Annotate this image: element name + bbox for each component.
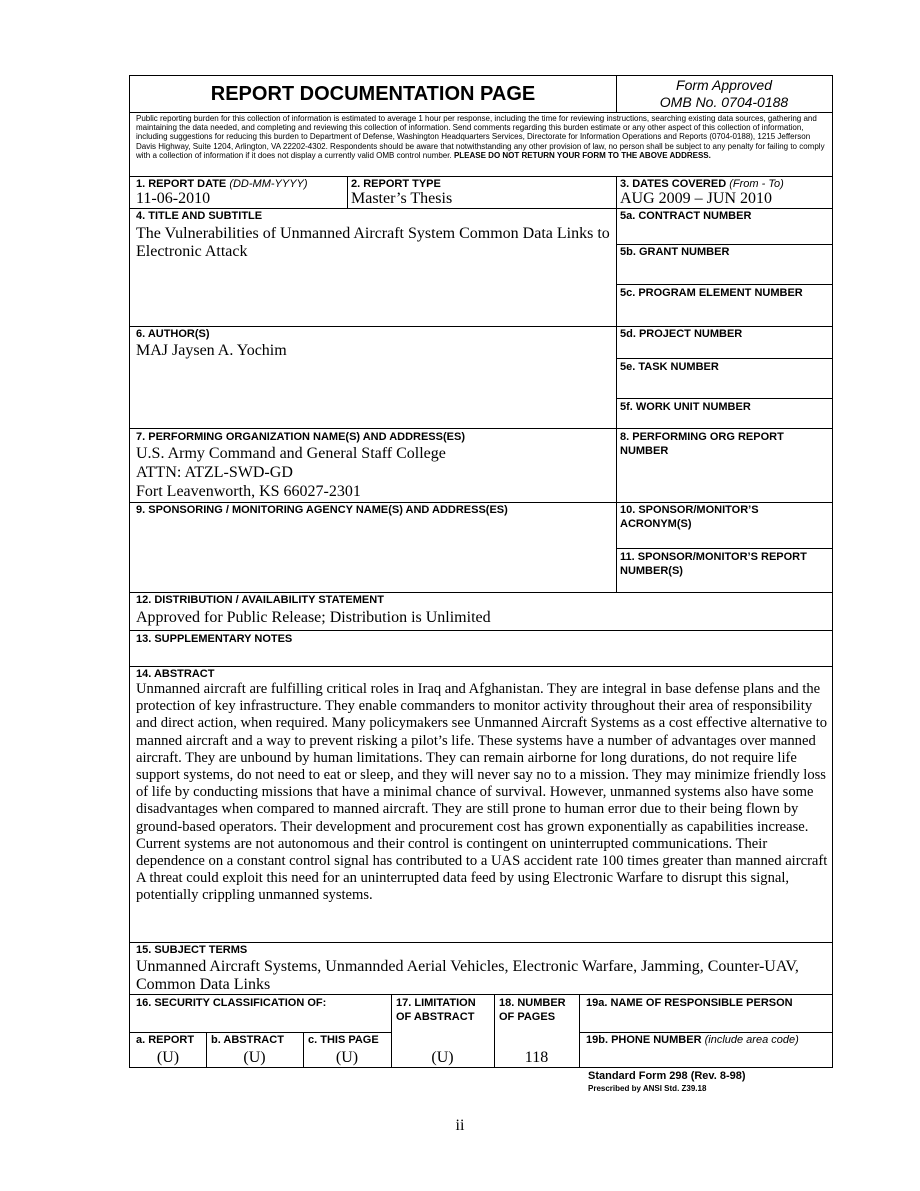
performing-org-line: Fort Leavenworth, KS 66027-2301 <box>136 483 361 500</box>
report-date-value: 11-06-2010 <box>136 190 211 207</box>
rule <box>130 428 832 429</box>
distribution-value: Approved for Public Release; Distribution is Unlimited <box>136 609 491 626</box>
form-approved-text: Form Approved <box>676 77 772 93</box>
supplementary-notes-label: 13. SUPPLEMENTARY NOTES <box>136 633 293 645</box>
rule <box>130 112 832 113</box>
page-classification-label: c. THIS PAGE <box>308 1034 379 1046</box>
limitation-label: 17. LIMITATION OF ABSTRACT <box>396 997 476 1023</box>
abstract-classification-value: (U) <box>243 1049 266 1066</box>
report-type-value: Master’s Thesis <box>351 190 453 207</box>
report-classification-value: (U) <box>156 1049 180 1066</box>
page-number: ii <box>455 1117 465 1134</box>
work-unit-label: 5f. WORK UNIT NUMBER <box>620 401 751 413</box>
rule <box>579 994 580 1068</box>
rule <box>616 358 832 359</box>
burden-statement <box>136 114 828 160</box>
rule <box>130 630 832 631</box>
sponsor-report-label: 11. SPONSOR/MONITOR’S REPORT NUMBER(S) <box>620 551 807 577</box>
performing-org-label: 7. PERFORMING ORGANIZATION NAME(S) AND ADDRESS(ES) <box>136 431 465 443</box>
subject-terms-value: Unmanned Aircraft Systems, Unmannded Aerial Vehicles, Electronic Warfare, Jamming, Counter-UAV, Common Data Links <box>136 958 799 993</box>
phone-number-hint: (include area code) <box>704 1034 799 1046</box>
abstract-classification-label: b. ABSTRACT <box>211 1034 284 1046</box>
sponsor-acronym-label: 10. SPONSOR/MONITOR’S ACRONYM(S) <box>620 504 759 530</box>
page-title: REPORT DOCUMENTATION PAGE <box>210 83 536 105</box>
report-type-label: 2. REPORT TYPE <box>351 178 441 190</box>
report-date-label: 1. REPORT DATE (DD-MM-YYYY) <box>136 178 308 190</box>
page-classification-value: (U) <box>335 1049 359 1066</box>
performing-org-line: ATTN: ATZL-SWD-GD <box>136 464 293 481</box>
security-classification-label: 16. SECURITY CLASSIFICATION OF: <box>136 997 327 1009</box>
rule <box>616 176 617 592</box>
prescribed-by-label: Prescribed by ANSI Std. Z39.18 <box>588 1084 707 1093</box>
report-date-hint: (DD-MM-YYYY) <box>229 178 308 190</box>
number-of-pages-label: 18. NUMBER OF PAGES <box>499 997 566 1023</box>
standard-form-label: Standard Form 298 (Rev. 8-98) <box>588 1070 746 1082</box>
rule <box>130 666 832 667</box>
grant-number-label: 5b. GRANT NUMBER <box>620 246 730 258</box>
rule <box>616 398 832 399</box>
program-element-label: 5c. PROGRAM ELEMENT NUMBER <box>620 287 803 299</box>
report-documentation-form <box>129 75 833 1068</box>
dates-covered-value: AUG 2009 – JUN 2010 <box>620 190 772 207</box>
title-label: 4. TITLE AND SUBTITLE <box>136 210 263 222</box>
rule <box>347 176 348 208</box>
limitation-value: (U) <box>431 1049 454 1066</box>
author-value: MAJ Jaysen A. Yochim <box>136 342 287 359</box>
performing-report-label: 8. PERFORMING ORG REPORT NUMBER <box>620 431 784 457</box>
project-number-label: 5d. PROJECT NUMBER <box>620 328 743 340</box>
burden-text: Public reporting burden for this collection of information is estimated to average 1 hour per response, including the time for reviewing instructions, searching existing data sources, gathering and maintaining the data needed, and completing and reviewing this collection of information. Send comments regarding this burden estimate or any other aspect of this collection of information, including suggestions for reducing this burden to Department of Defense, Washington Headquarters Services, Directorate for Information Operations and Reports (0704-0188), 1215 Jefferson Davis Highway, Suite 1204, Arlington, VA 22202-4302. Respondents should be aware that notwithstanding any other provision of law, no person shall be subject to any penalty for failing to comply with a collection of information if it does not display a currently valid OMB control number. <box>136 114 825 160</box>
number-of-pages-value: 118 <box>524 1049 549 1066</box>
contract-number-label: 5a. CONTRACT NUMBER <box>620 210 752 222</box>
performing-org-line: U.S. Army Command and General Staff College <box>136 445 446 462</box>
abstract-label: 14. ABSTRACT <box>136 668 215 680</box>
rule <box>616 284 832 285</box>
report-classification-label: a. REPORT <box>136 1034 195 1046</box>
rule <box>616 548 832 549</box>
responsible-person-label: 19a. NAME OF RESPONSIBLE PERSON <box>586 997 793 1009</box>
omb-number: OMB No. 0704-0188 <box>659 94 789 110</box>
author-label: 6. AUTHOR(S) <box>136 328 210 340</box>
distribution-label: 12. DISTRIBUTION / AVAILABILITY STATEMENT <box>136 594 384 606</box>
title-value: The Vulnerabilities of Unmanned Aircraft System Common Data Links to Electronic Attack <box>136 225 610 260</box>
subject-terms-label: 15. SUBJECT TERMS <box>136 944 248 956</box>
dates-covered-hint: (From - To) <box>729 178 784 190</box>
abstract-text: Unmanned aircraft are fulfilling critical roles in Iraq and Afghanistan. They are integral in base defense plans and the protection of key infrastructure. They enable commanders to monitor activity throughout their area of responsibility and direct action, when required. Many policymakers see Unmanned Aircraft Systems as a cost effective alternative to manned aircraft and a way to prevent risking a pilot’s life. These systems have a number of advantages over manned aircraft. They are unbound by human limitations. They can remain airborne for long durations, do not require life support systems, do not need to eat or sleep, and they will never say no to a mission. They may minimize friendly loss of life by conducting missions that have a minimal chance of survival. However, unmanned systems also have some disadvantages when compared to manned aircraft. They are still prone to human error due to their being flown by ground-based operators. Their development and procurement cost has grown exponentially as capabilities increase. Current systems are not autonomous and their control is contingent on uninterrupted communications. Their dependence on a constant control signal has contributed to a UAS accident rate 100 times greater than manned aircraft A threat could exploit this need for an uninterrupted data feed by using Electronic Warfare to disrupt this signal, potentially crippling unmanned systems. <box>136 681 828 904</box>
sponsoring-agency-label: 9. SPONSORING / MONITORING AGENCY NAME(S) AND ADDRESS(ES) <box>136 504 508 516</box>
dates-covered-label: 3. DATES COVERED (From - To) <box>620 178 784 190</box>
task-number-label: 5e. TASK NUMBER <box>620 361 719 373</box>
phone-number-label: 19b. PHONE NUMBER (include area code) <box>586 1034 799 1046</box>
rule <box>130 994 832 995</box>
burden-warning: PLEASE DO NOT RETURN YOUR FORM TO THE ABOVE ADDRESS. <box>453 150 711 160</box>
